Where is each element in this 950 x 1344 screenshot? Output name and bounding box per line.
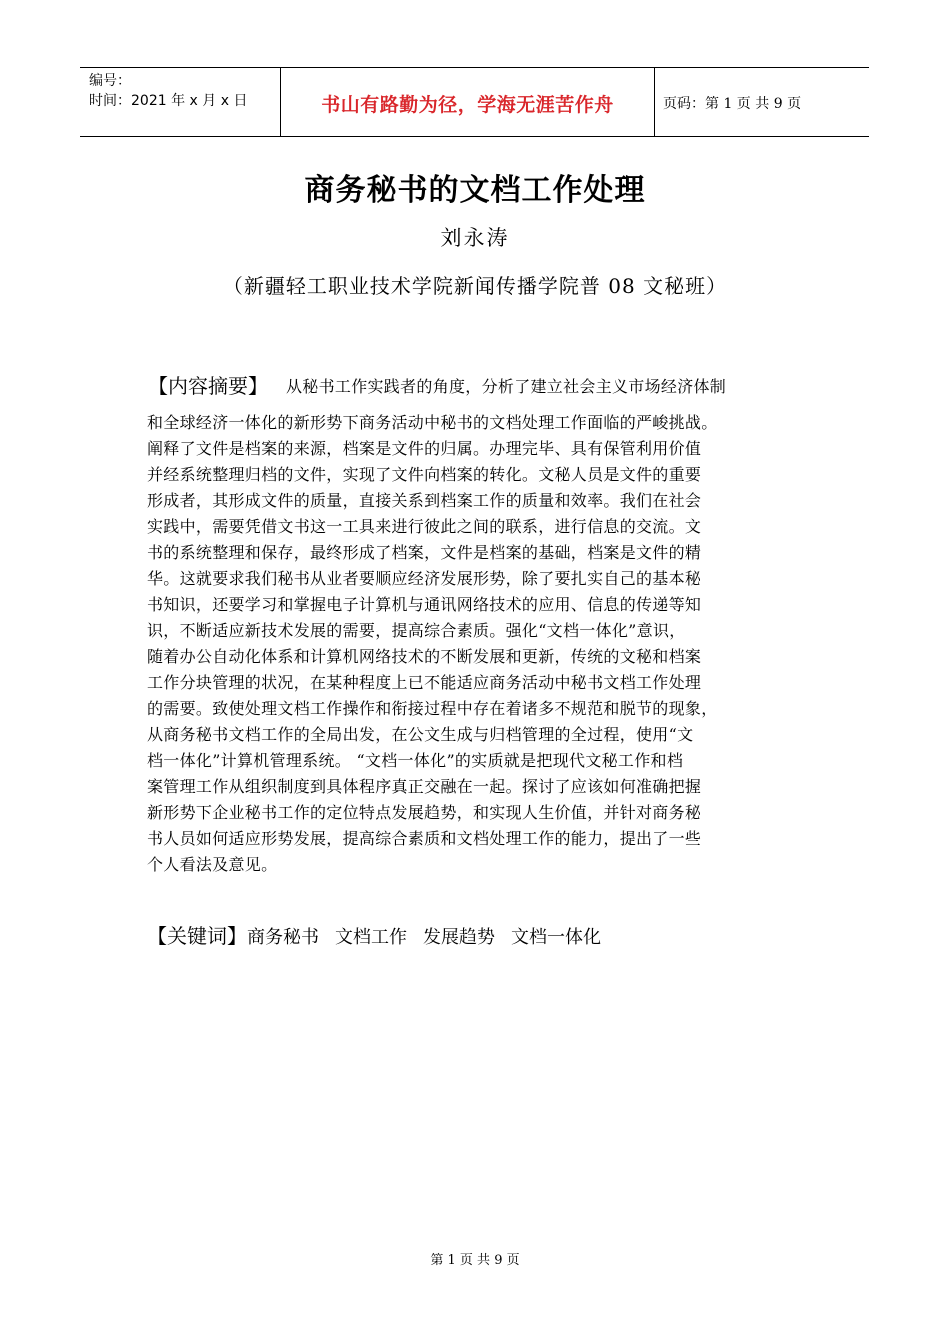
keyword-item: 商务秘书 xyxy=(247,927,319,948)
author-affiliation: （新疆轻工职业技术学院新闻传播学院普 08 文秘班） xyxy=(222,274,728,298)
keyword-item: 文档一体化 xyxy=(511,927,601,948)
abstract-line: 书的系统整理和保存，最终形成了档案，文件是档案的基础，档案是文件的精 xyxy=(147,543,702,562)
header-meta-cell xyxy=(80,68,281,136)
document-number-label: 编号： xyxy=(89,73,131,89)
keyword-item: 文档工作 xyxy=(335,927,407,948)
abstract-line: 工作分块管理的状况，在某种程度上已不能适应商务活动中秘书文档工作处理 xyxy=(147,673,702,692)
header-motto-cell xyxy=(281,68,655,136)
keyword-item: 发展趋势 xyxy=(423,927,495,948)
abstract-line: 书人员如何适应形势发展，提高综合素质和文档处理工作的能力，提出了一些 xyxy=(147,829,702,848)
author-name: 刘永涛 xyxy=(440,226,510,250)
abstract-line: 实践中，需要凭借文书这一工具来进行彼此之间的联系，进行信息的交流。文 xyxy=(147,517,702,536)
abstract-line: 案管理工作从组织制度到具体程序真正交融在一起。探讨了应该如何准确把握 xyxy=(147,777,702,796)
abstract-line: 从秘书工作实践者的角度，分析了建立社会主义市场经济体制 xyxy=(286,377,727,396)
header-motto: 书山有路勤为径，学海无涯苦作舟 xyxy=(321,94,614,116)
abstract-line: 书知识，还要学习和掌握电子计算机与通讯网络技术的应用、信息的传递等知 xyxy=(147,595,702,614)
abstract-line: 识，不断适应新技术发展的需要，提高综合素质。强化“文档一体化”意识， xyxy=(147,621,686,640)
abstract-line: 形成者，其形成文件的质量，直接关系到档案工作的质量和效率。我们在社会 xyxy=(147,491,702,510)
abstract-line: 新形势下企业秘书工作的定位特点发展趋势，和实现人生价值，并针对商务秘 xyxy=(147,803,702,822)
abstract-label: 【内容摘要】 xyxy=(148,374,268,398)
document-title: 商务秘书的文档工作处理 xyxy=(304,173,646,208)
abstract-line: 并经系统整理归档的文件，实现了文件向档案的转化。文秘人员是文件的重要 xyxy=(147,465,702,484)
abstract-line: 华。这就要求我们秘书从业者要顺应经济发展形势，除了要扎实自己的基本秘 xyxy=(147,569,702,588)
document-time-label: 时间：2021 年 x 月 x 日 xyxy=(89,93,248,109)
document-header xyxy=(80,67,869,137)
header-page-code: 页码：第 1 页 共 9 页 xyxy=(663,96,802,112)
page-footer: 第 1 页 共 9 页 xyxy=(430,1253,520,1268)
abstract-line: 档一体化”计算机管理系统。 “文档一体化”的实质就是把现代文秘工作和档 xyxy=(147,751,684,770)
header-page-cell xyxy=(655,68,869,136)
abstract-line: 随着办公自动化体系和计算机网络技术的不断发展和更新，传统的文秘和档案 xyxy=(147,647,702,666)
abstract-line: 从商务秘书文档工作的全局出发，在公文生成与归档管理的全过程，使用“文 xyxy=(147,725,694,744)
abstract-line: 个人看法及意见。 xyxy=(147,855,278,874)
abstract-line: 和全球经济一体化的新形势下商务活动中秘书的文档处理工作面临的严峻挑战。 xyxy=(147,413,718,432)
abstract-line: 阐释了文件是档案的来源，档案是文件的归属。办理完毕、具有保管利用价值 xyxy=(147,439,702,458)
keywords-label: 【关键词】 xyxy=(147,924,247,948)
keywords-section xyxy=(147,920,617,949)
abstract-line: 的需要。致使处理文档工作操作和衔接过程中存在着诸多不规范和脱节的现象， xyxy=(147,699,718,718)
